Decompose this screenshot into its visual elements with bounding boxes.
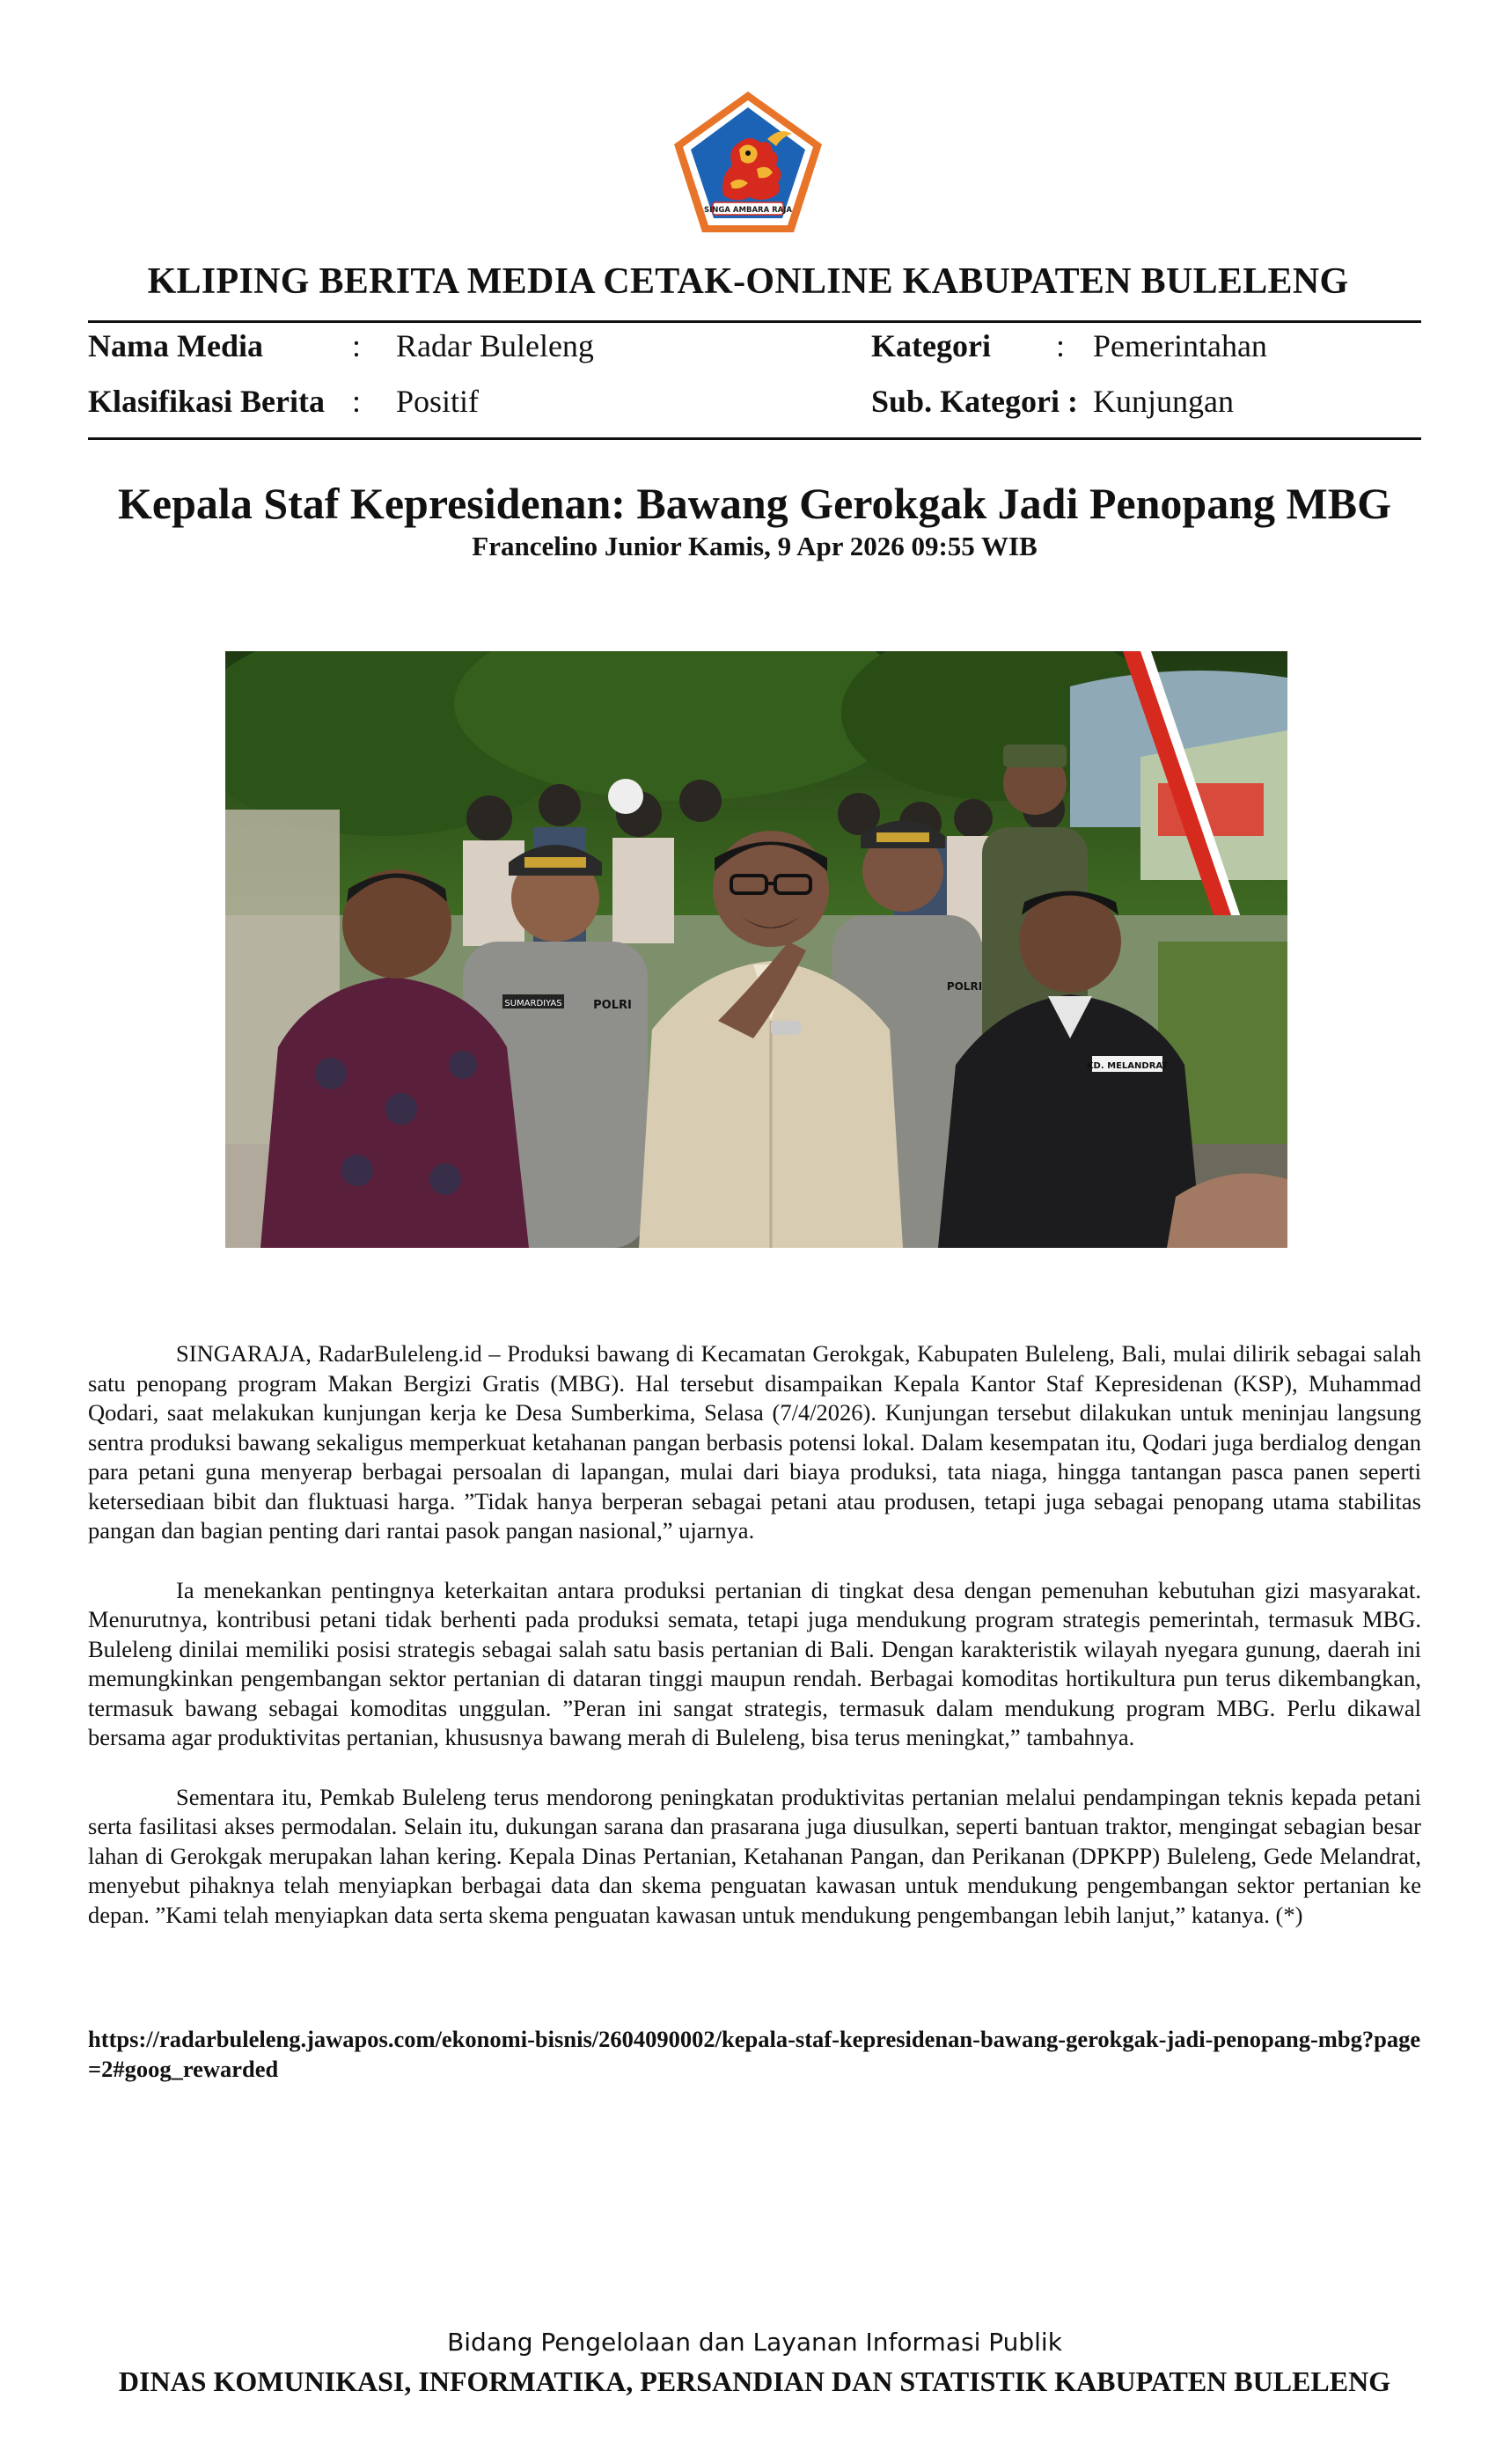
top-divider (88, 320, 1421, 323)
svg-text:POLRI: POLRI (593, 999, 632, 1012)
svg-text:SUMARDIYAS: SUMARDIYAS (504, 999, 562, 1008)
logo-motto: SINGA AMBARA RAJA (704, 206, 792, 215)
page-title: KLIPING BERITA MEDIA CETAK-ONLINE KABUPATEN BULELENG (147, 261, 1349, 302)
article-paragraph: SINGARAJA, RadarBuleleng.id – Produksi bawang di Kecamatan Gerokgak, Kabupaten Buleleng, Bali, mulai dilirik sebagai salah satu penopang program Makan Bergizi Gratis (MBG). Hal tersebut disampaikan Kepala Kantor Staf Kepresidenan (KSP), Muhammad Qodari, saat melakukan kunjungan kerja ke Desa Sumberkima, Selasa (7/4/2026). Kunjungan tersebut dilakukan untuk meninjau langsung sentra produksi bawang sekaligus memperkuat ketahanan pangan berbasis potensi lokal. Dalam kesempatan itu, Qodari juga berdialog dengan para petani guna menyerap berbagai persoalan di lapangan, mulai dari biaya produksi, tata niaga, hingga tantangan pasca panen seperti ketersediaan bibit dan fluktuasi harga. ”Tidak hanya berperan sebagai petani atau produsen, tetapi juga sebagai penopang utama stabilitas pangan dan bagian penting dari rantai pasok pangan nasional,” ujarnya. (88, 1340, 1421, 1544)
article-title: Kepala Staf Kepresidenan: Bawang Gerokgak Jadi Penopang MBG (118, 479, 1391, 528)
media-value: Radar Buleleng (396, 328, 594, 363)
source-url: https://radarbuleleng.jawapos.com/ekonomi-bisnis/2604090002/kepala-staf-kepresidenan-bawang-gerokgak-jadi-penopang-mbg?page=2#goog_rewarded (88, 2026, 1421, 2082)
klasifikasi-separator: : (352, 384, 362, 419)
article-body (88, 1339, 1421, 1960)
article-paragraph: Sementara itu, Pemkab Buleleng terus mendorong peningkatan produktivitas pertanian melalui pendampingan teknis kepada petani serta fasilitasi akses permodalan. Selain itu, dukungan sarana dan prasarana juga diusulkan, seperti bantuan traktor, mengingat sebagian besar lahan di Gerokgak merupakan lahan kering. Kepala Dinas Pertanian, Ketahanan Pangan, dan Perikanan (DPKPP) Buleleng, Gede Melandrat, menyebut pihaknya telah menyiapkan berbagai data dan skema penguatan kawasan untuk mendukung pengembangan sektor pertanian ke depan. ”Kami telah menyiapkan data serta skema penguatan kawasan untuk mendukung pengembangan lebih lanjut,” katanya. (*) (88, 1783, 1421, 1928)
meta-row-2 (88, 383, 1421, 427)
klasifikasi-value: Positif (396, 384, 480, 419)
article-paragraph: Ia menekankan pentingnya keterkaitan antara produksi pertanian di tingkat desa dengan pemenuhan kebutuhan gizi masyarakat. Menurutnya, kontribusi petani tidak berhenti pada produksi semata, tetapi juga mendukung program strategis pemerintah, termasuk MBG. Buleleng dinilai memiliki posisi strategis sebagai salah satu basis pertanian di Bali. Dengan karakteristik wilayah nyegara gunung, daerah ini memungkinkan pengembangan sektor pertanian di dataran tinggi maupun rendah. Berbagai komoditas hortikultura pun terus dikembangkan, termasuk bawang sebagai komoditas unggulan. ”Peran ini sangat strategis, termasuk dalam mendukung program MBG. Perlu dikawal bersama agar produktivitas pertanian, khususnya bawang merah di Buleleng, bisa terus meningkat,” tambahnya. (88, 1576, 1421, 1750)
subkategori-value: Kunjungan (1093, 384, 1234, 419)
article-byline: Francelino Junior Kamis, 9 Apr 2026 09:55 WIB (472, 531, 1038, 561)
kategori-value: Pemerintahan (1093, 328, 1267, 363)
article-photo (225, 651, 1287, 1248)
subkategori-label: Sub. Kategori : (871, 384, 1079, 419)
klasifikasi-label: Klasifikasi Berita (88, 384, 325, 419)
regency-logo (669, 88, 827, 238)
meta-row-1 (88, 327, 1421, 371)
footer-agency: DINAS KOMUNIKASI, INFORMATIKA, PERSANDIAN DAN STATISTIK KABUPATEN BULELENG (118, 2365, 1391, 2397)
media-label: Nama Media (88, 328, 263, 363)
svg-text:KD. MELANDRAT: KD. MELANDRAT (1086, 1061, 1169, 1071)
svg-text:POLRI: POLRI (946, 980, 983, 993)
kategori-label: Kategori (871, 328, 991, 363)
media-separator: : (352, 328, 362, 363)
meta-divider (88, 437, 1421, 440)
kategori-separator: : (1056, 328, 1066, 363)
footer-department: Bidang Pengelolaan dan Layanan Informasi Publik (447, 2328, 1062, 2357)
